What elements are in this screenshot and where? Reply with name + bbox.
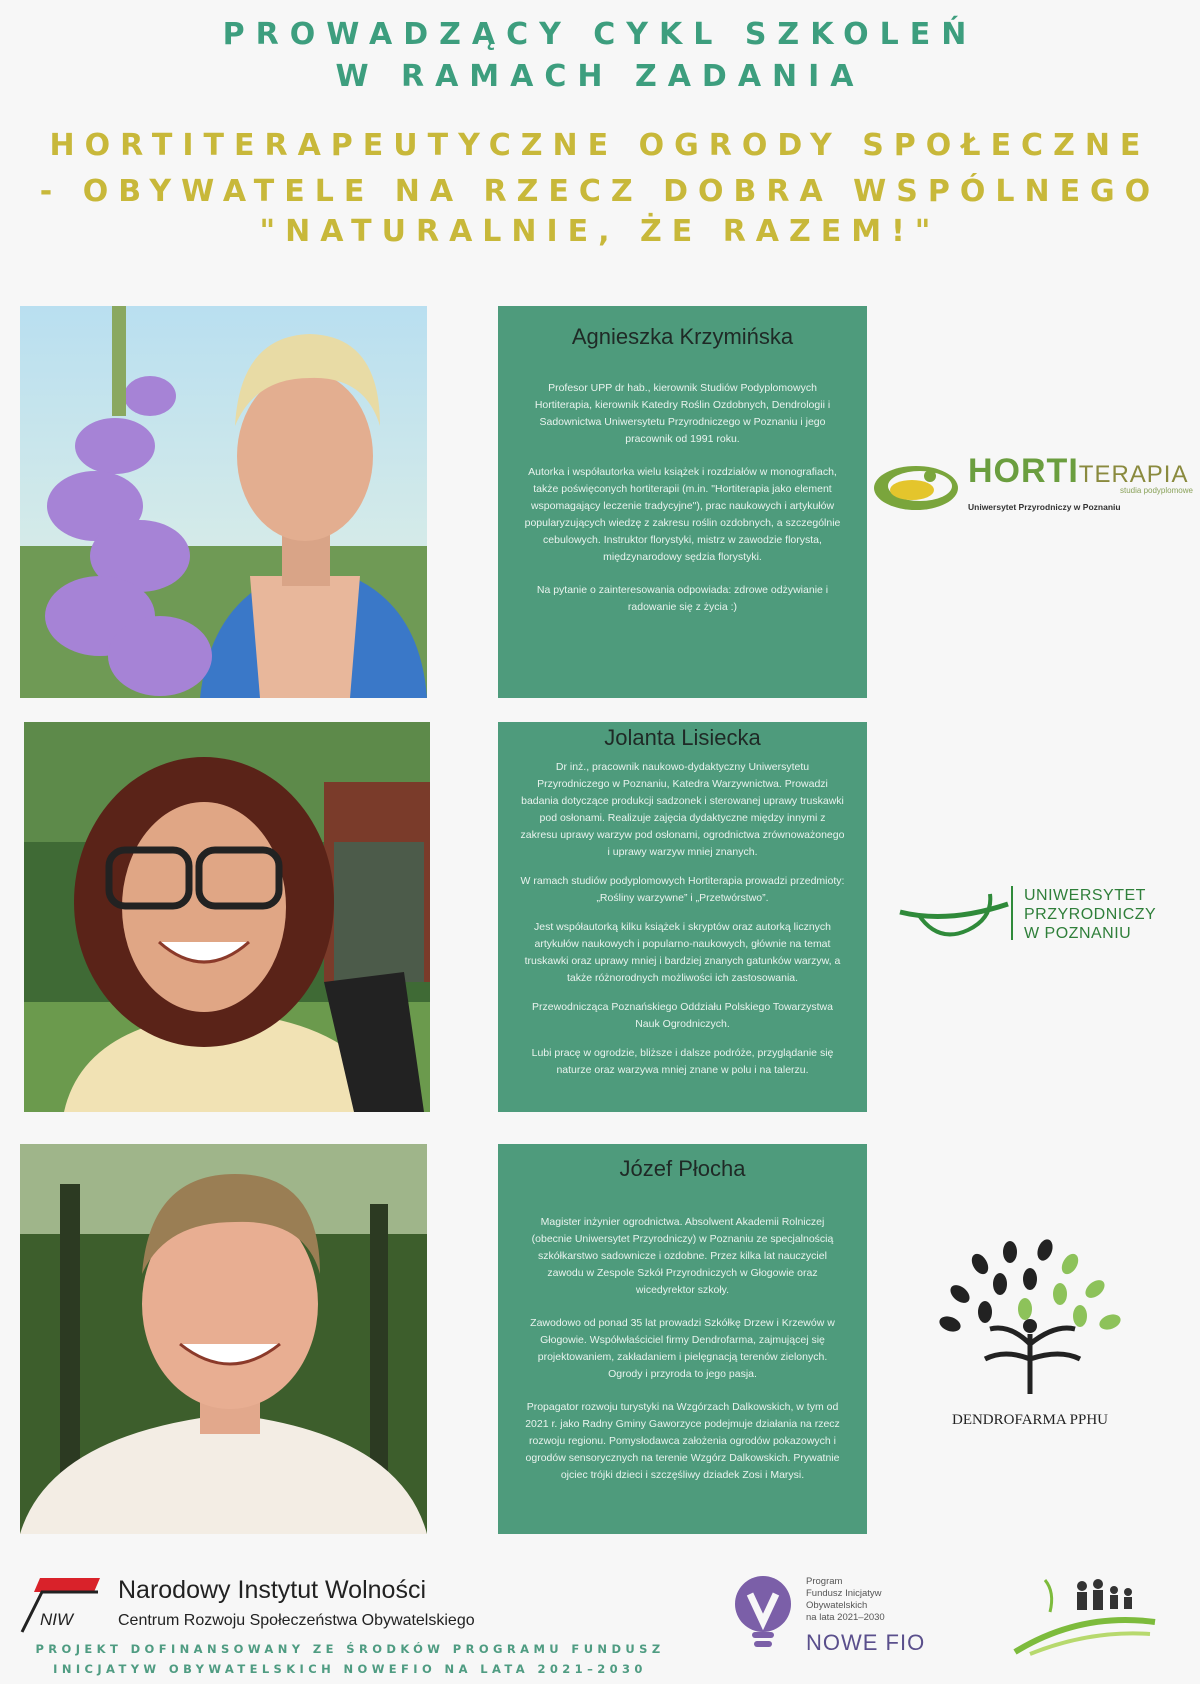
niw-subtitle: Centrum Rozwoju Społeczeństwa Obywatelskiego [118,1612,475,1629]
photo-jolanta [24,722,430,1112]
bio-paragraph: Zawodowo od ponad 35 lat prowadzi Szkółkę Drzew i Krzewów w Głogowie. Współwłaściciel firmy Dendrofarma, zajmującej się projektowaniem, zakładaniem i pielęgnacją terenów zielonych. Ogrody i przyroda to jego pasja. [530,1317,835,1380]
fio-line-1: Program [806,1576,843,1587]
bio-card-jolanta [498,722,867,1112]
family-icon [1010,1572,1160,1662]
project-title-2: - OBYWATELE NA RZECZ DOBRA WSPÓLNEGO [39,174,1161,209]
hortiterapia-university: Uniwersytet Przyrodniczy w Poznaniu [968,502,1121,512]
fio-line-3: Obywatelskich [806,1600,868,1611]
upp-emblem-icon [898,884,1016,942]
person-name: Józef Płocha [619,1156,746,1181]
bio-paragraph: Lubi pracę w ogrodzie, bliższe i dalsze podróże, przyglądanie się naturze oraz warzywa mniej znane w polu i na talerzu. [531,1047,834,1076]
person-name: Agnieszka Krzymińska [571,324,794,349]
niw-abbr: NIW [40,1610,74,1629]
dendrofarma-logo [930,1234,1130,1434]
bio-paragraph: Przewodnicząca Poznańskiego Oddziału Polskiego Towarzystwa Nauk Ogrodniczych. [532,1001,833,1030]
bio-paragraph: Magister inżynier ogrodnictwa. Absolwent Akademii Rolniczej (obecnie Uniwersytet Przyrodniczy) w Poznaniu ze specjalnością szkółkarstwo sadownicze i ozdobne. Przez kilka lat nauczyciel zawodu w Zespole Szkół Przyrodniczych w Głogowie oraz wicedyrektor szkoły. [531,1216,834,1296]
nowe-fio-logo [730,1574,970,1664]
bio-paragraph: Dr inż., pracownik naukowo-dydaktyczny Uniwersytetu Przyrodniczego w Poznaniu, Katedra Warzywnictwa. Prowadzi badania dotyczące produkcji sadzonek i sterowanej uprawy truskawki pod osłonami. Realizuje zajęcia dydaktyczne między innymi z zakresu uprawy warzyw pod osłonami, ogrodnictwa zrównoważonego i uprawy warzyw mniej znanych. [520,761,845,858]
project-title-3: "NATURALNIE, ŻE RAZEM!" [259,214,941,249]
bio-card-jozef [498,1144,867,1534]
fio-wordmark: NOWE FIO [806,1630,926,1655]
horti-wordmark: HORTI [968,452,1079,490]
tree-icon [930,1234,1130,1394]
fio-line-4: na lata 2021–2030 [806,1612,885,1623]
upp-name-line-1: UNIWERSYTET [1024,887,1146,904]
hortiterapia-emblem-icon [872,456,967,516]
funding-note-line-1: PROJEKT DOFINANSOWANY ZE ŚRODKÓW PROGRAMU FUNDUSZ [35,1642,665,1656]
bio-paragraph: Profesor UPP dr hab., kierownik Studiów Podyplomowych Hortiterapia, kierownik Katedry Roślin Ozdobnych, Dendrologii i Sadownictwa Uniwersytetu Przyrodniczego w Poznaniu i jego pracownik od 1991 roku. [534,382,831,445]
bio-paragraph: Propagator rozwoju turystyki na Wzgórzach Dalkowskich, w tym od 2021 r. jako Radny Gminy Gaworzyce podejmuje działania na rzecz rozwoju regionu. Pomysłodawca założenia ogrodów pokazowych i ogrodów sensorycznych na terenie Wzgórz Dalkowskich. Prywatnie ojciec trójki dzieci i szczęśliwy dziadek Zosi i Marysi. [525,1401,840,1481]
photo-jozef [20,1144,427,1534]
bio-paragraph: Na pytanie o zainteresowania odpowiada: zdrowe odżywianie i radowanie się z życia :) [536,584,829,613]
bio-paragraph: W ramach studiów podyplomowych Hortiterapia prowadzi przedmioty: „Rośliny warzywne” i „Przetwórstwo”. [520,875,845,904]
funding-note-line-2: INICJATYW OBYWATELSKICH NOWEFIO NA LATA 2021–2030 [53,1662,647,1676]
niw-title: Narodowy Instytut Wolności [118,1576,426,1604]
bio-paragraph: Autorka i współautorka wielu książek i rozdziałów w monografiach, także poświęconych hortiterapii (m.in. "Hortiterapia jako element wspomagający leczenie tradycyjne"), prac naukowych i artykułów popularyzujących wiedzę z zakresu roślin ozdobnych, a szczególnie cebulowych. Instruktor florystyki, mistrz w zawodzie florysta, międzynarodowy sędzia florystyki. [524,466,841,563]
project-title-1: HORTITERAPEUTYCZNE OGRODY SPOŁECZNE [49,128,1151,163]
hortiterapia-tagline: studia podyplomowe [1120,486,1193,495]
dendrofarma-label: DENDROFARMA PPHU [951,1412,1108,1428]
header-line-1: PROWADZĄCY CYKL SZKOLEŃ [222,17,978,52]
header-line-2: W RAMACH ZADANIA [335,59,865,94]
photo-agnieszka [20,306,427,698]
hortiterapia-logo [872,452,1193,522]
terapia-wordmark: TERAPIA [1078,461,1189,488]
niw-logo [20,1572,560,1638]
fio-line-2: Fundusz Inicjatyw [806,1588,882,1599]
upp-logo [898,884,1188,944]
bio-card-agnieszka [498,306,867,698]
lightbulb-icon [730,1574,796,1654]
upp-name-line-3: W POZNANIU [1024,925,1132,942]
person-name: Jolanta Lisiecka [604,725,761,750]
family-foundation-logo [1010,1572,1160,1662]
bio-paragraph: Jest współautorką kilku książek i skryptów oraz autorką licznych artykułów naukowych i popularno-naukowych, głównie na temat truskawki oraz uprawy mniej i bardziej znanych gatunków warzyw, a także różnorodnych możliwości ich zastosowania. [524,921,841,984]
upp-name-line-2: PRZYRODNICZY [1024,906,1157,923]
